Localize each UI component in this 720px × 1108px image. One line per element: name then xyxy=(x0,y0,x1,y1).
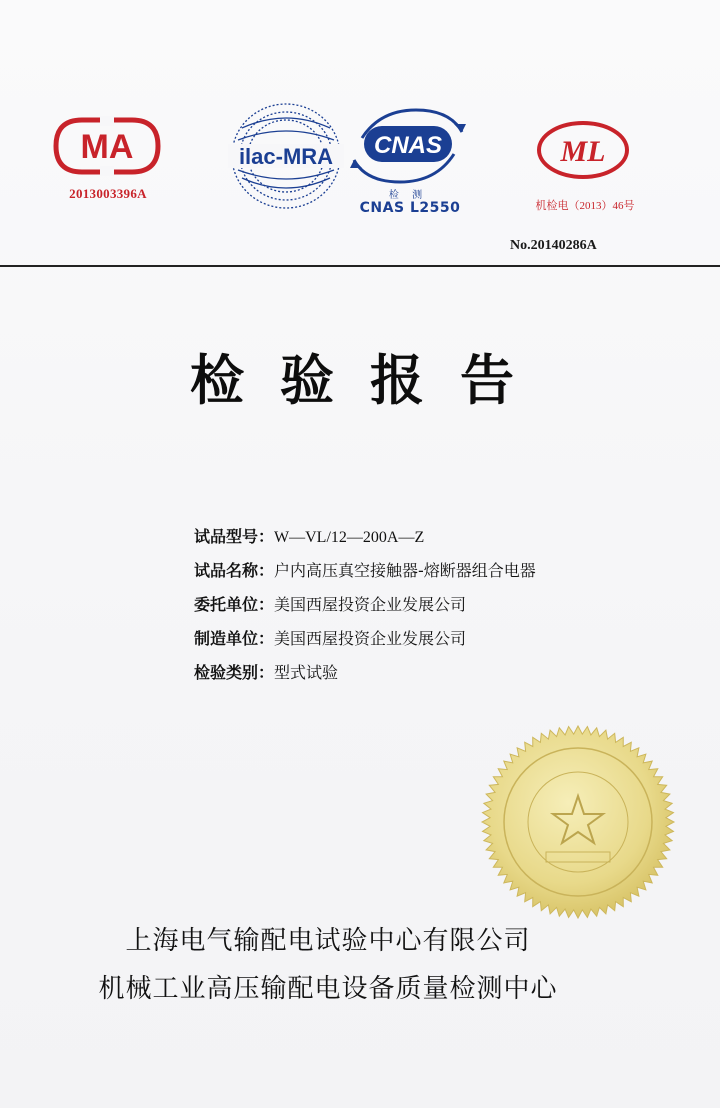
issuer-company: 上海电气输配电试验中心有限公司 xyxy=(125,926,531,956)
field-model-value: W—VL/12—200A—Z xyxy=(274,529,425,546)
cnas-number: CNAS L2550 xyxy=(359,200,461,216)
field-name xyxy=(194,554,674,588)
report-number: No.20140286A xyxy=(510,238,597,253)
field-manufacturer xyxy=(194,622,674,656)
cnas-logo-icon xyxy=(350,104,466,188)
field-test-type xyxy=(194,656,674,690)
cnas-mark-text: CNAS xyxy=(373,132,443,159)
ilac-mark-text: ilac-MRA xyxy=(238,144,334,169)
ilac-mra-logo-icon xyxy=(228,100,344,212)
ml-number: 机检电（2013）46号 xyxy=(535,200,635,212)
field-manufacturer-label: 制造单位： xyxy=(194,629,275,648)
issuer-center: 机械工业高压输配电设备质量检测中心 xyxy=(98,974,558,1004)
cma-number: 2013003396A xyxy=(69,186,147,201)
page-title: 检验报告 xyxy=(190,349,550,412)
field-model xyxy=(194,520,674,554)
report-fields xyxy=(194,520,674,690)
ml-logo-icon xyxy=(536,120,630,180)
cnas-sub-text: 检 测 xyxy=(388,190,428,201)
field-client xyxy=(194,588,674,622)
field-name-label: 试品名称： xyxy=(194,561,275,580)
gold-seal-icon xyxy=(480,724,676,920)
field-manufacturer-value: 美国西屋投资企业发展公司 xyxy=(274,629,467,648)
cma-logo-icon xyxy=(52,116,162,176)
field-client-label: 委托单位： xyxy=(194,595,275,614)
header-divider xyxy=(0,265,720,267)
field-test-type-label: 检验类别： xyxy=(194,663,275,682)
cma-mark-text: MA xyxy=(80,128,134,166)
field-name-value: 户内高压真空接触器-熔断器组合电器 xyxy=(274,561,536,580)
ml-mark-text: ML xyxy=(560,135,606,168)
field-model-label: 试品型号： xyxy=(194,527,275,546)
field-test-type-value: 型式试验 xyxy=(274,663,339,682)
field-client-value: 美国西屋投资企业发展公司 xyxy=(274,595,467,614)
